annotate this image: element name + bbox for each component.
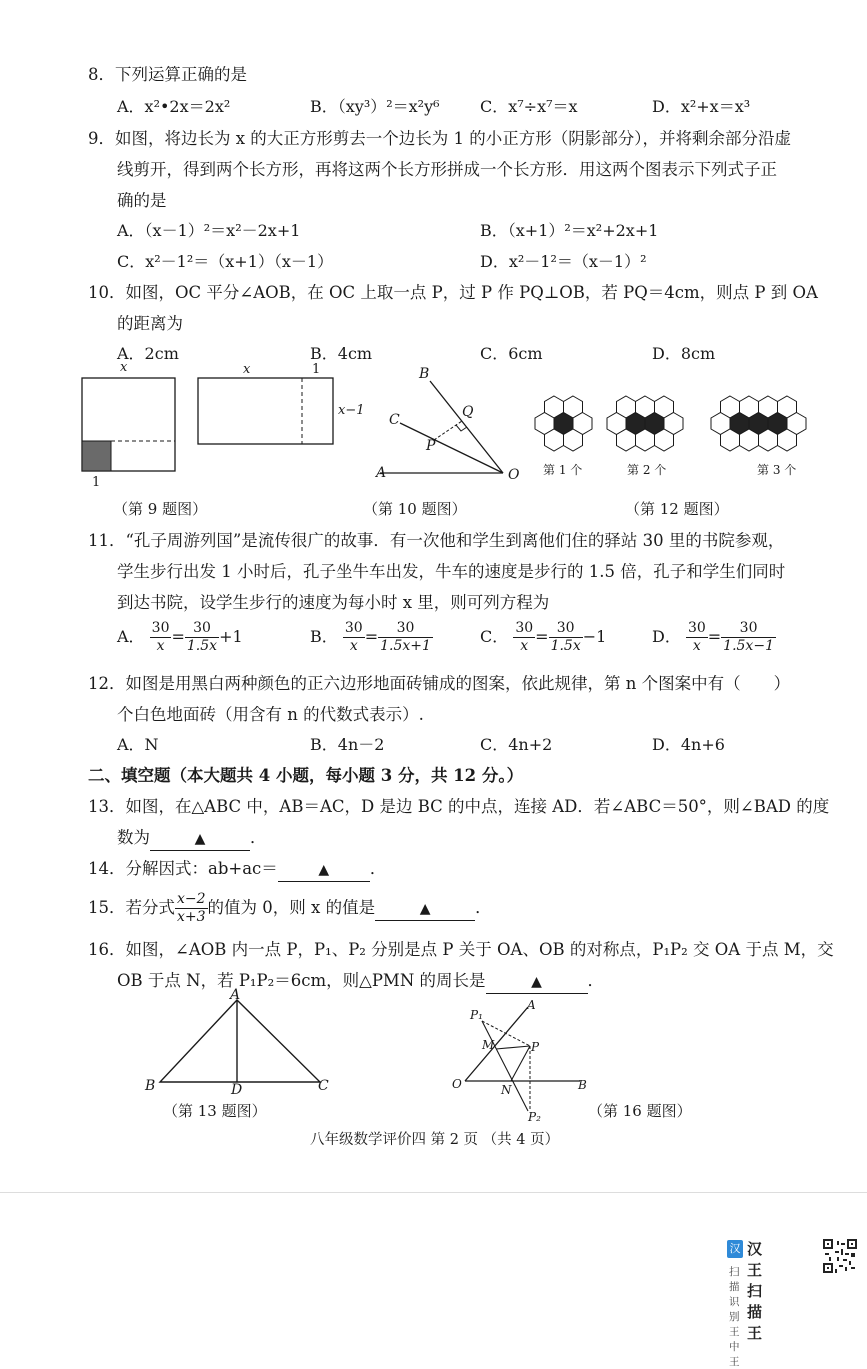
q9-option-b: B．（x+1）²＝x²+2x+1 — [480, 221, 659, 240]
q16-line1: 16．如图，∠AOB 内一点 P，P₁、P₂ 分别是点 P 关于 OA、OB 的对称点，P₁P₂ 交 OA 于点 M，交 — [88, 940, 834, 959]
q10-option-d: D．8cm — [652, 344, 716, 363]
q8-option-b: B．（xy³）²＝x²y⁶ — [310, 97, 440, 116]
q15-answer-blank[interactable]: ▲ — [375, 898, 475, 921]
hex-pattern-3 — [711, 396, 806, 451]
fig12-label-1: 第 1 个 — [543, 463, 583, 477]
fig16-label-o: O — [452, 1077, 462, 1091]
page-footer: 八年级数学评价四 第 2 页 （共 4 页） — [310, 1132, 560, 1148]
q9-option-c: C．x²－1²＝（x+1）（x－1） — [117, 252, 334, 271]
section-2-heading: 二、填空题（本大题共 4 小题，每小题 3 分，共 12 分。） — [88, 766, 524, 785]
q11-option-a: A． $\frac{30}{x}$ = $\frac{30}{1.5x}$ +1 — [117, 620, 243, 654]
q10-option-c: C．6cm — [480, 344, 543, 363]
q12-option-d: D．4n+6 — [652, 735, 725, 754]
figure-12 — [530, 390, 850, 460]
q13-line2: 数为 ▲ ． — [117, 827, 267, 851]
q11-line2: 学生步行出发 1 小时后，孔子坐牛车出发，牛车的速度是步行的 1.5 倍，孔子和学生们同时 — [117, 562, 786, 581]
fig10-label-c: C — [389, 412, 400, 428]
fig16-caption: （第 16 题图） — [588, 1102, 692, 1120]
fig10-label-p: P — [426, 438, 436, 454]
fig9-caption: （第 9 题图） — [113, 500, 208, 518]
divider — [0, 1192, 867, 1193]
q12-option-c: C．4n+2 — [480, 735, 553, 754]
q11-line3: 到达书院，设学生步行的速度为每小时 x 里，则可列方程为 — [117, 593, 550, 612]
q10-line1: 10．如图，OC 平分∠AOB，在 OC 上取一点 P，过 P 作 PQ⊥OB，若 PQ＝4cm，则点 P 到 OA — [88, 283, 818, 302]
fig13-label-d: D — [231, 1082, 243, 1098]
fig10-label-q: Q — [462, 404, 474, 420]
scanner-logo-name: 汉王扫描王 — [747, 1240, 763, 1342]
q13-answer-blank[interactable]: ▲ — [150, 828, 250, 851]
fig10-caption: （第 10 题图） — [363, 500, 467, 518]
fig16-label-p1: P₁ — [470, 1008, 483, 1022]
fig16-label-b: B — [578, 1078, 587, 1092]
fig12-caption: （第 12 题图） — [625, 500, 729, 518]
q9-option-a: A．（x－1）²＝x²－2x+1 — [117, 221, 301, 240]
fig16-label-p: P — [531, 1040, 540, 1054]
fig9-left-one-label: 1 — [92, 475, 101, 490]
fig9-left-x-label: x — [120, 360, 128, 375]
q11-line1: 11．“孔子周游列国”是流传很广的故事．有一次他和学生到离他们住的驿站 30 里的书院参观， — [88, 531, 785, 550]
q8-stem: 8．下列运算正确的是 — [88, 65, 247, 84]
fig12-label-3: 第 3 个 — [757, 463, 797, 477]
fig16-label-p2: P₂ — [528, 1110, 541, 1124]
fig13-label-c: C — [318, 1078, 329, 1094]
q12-line1: 12．如图是用黑白两种颜色的正六边形地面砖铺成的图案，依此规律，第 n 个图案中有（ ） — [88, 674, 791, 693]
q12-option-b: B．4n－2 — [310, 735, 385, 754]
hex-pattern-1 — [535, 396, 592, 451]
q11-option-b: B． $\frac{30}{x}$ = $\frac{30}{1.5x+1}$ — [310, 620, 431, 654]
fig10-label-b: B — [419, 366, 430, 382]
fig13-label-b: B — [145, 1078, 156, 1094]
q11-option-d: D． $\frac{30}{x}$ = $\frac{30}{1.5x-1}$ — [652, 620, 774, 654]
q8-option-c: C．x⁷÷x⁷＝x — [480, 97, 578, 116]
fig12-label-2: 第 2 个 — [627, 463, 667, 477]
fig9-right-x-label: x — [243, 362, 251, 377]
q10-option-b: B．4cm — [310, 344, 373, 363]
q9-line1: 9．如图，将边长为 x 的大正方形剪去一个边长为 1 的小正方形（阴影部分），并将剩余部分沿虚 — [88, 129, 792, 148]
q14: 14．分解因式：ab+ac＝ ▲ ． — [88, 858, 386, 882]
q15: 15．若分式 $\frac{x-2}{x+3}$ 的值为 0，则 x 的值是 ▲ ． — [88, 891, 492, 925]
fig16-label-m: M — [482, 1038, 495, 1052]
q16-answer-blank[interactable]: ▲ — [486, 971, 588, 994]
q11-option-c: C． $\frac{30}{x}$ = $\frac{30}{1.5x}$ −1 — [480, 620, 607, 654]
q9-line2: 线剪开，得到两个长方形，再将这两个长方形拼成一个长方形．用这两个图表示下列式子正 — [117, 160, 777, 179]
fig10-label-o: O — [508, 467, 520, 483]
hex-pattern-2 — [607, 396, 683, 451]
q8-option-a: A．x²•2x＝2x² — [117, 97, 231, 116]
scanner-logo-icon: 汉 — [727, 1240, 743, 1258]
fig16-label-n: N — [501, 1083, 512, 1097]
fig16-label-a: A — [527, 998, 536, 1012]
fig13-caption: （第 13 题图） — [163, 1102, 267, 1120]
q16-line2: OB 于点 N，若 P₁P₂＝6cm，则△PMN 的周长是 ▲ ． — [117, 970, 604, 994]
q10-option-a: A．2cm — [117, 344, 179, 363]
scanner-logo-subtitle: 扫描识别王中王 — [729, 1266, 742, 1368]
figure-13 — [140, 990, 350, 1090]
fig9-right-xm1-label: x−1 — [338, 403, 365, 418]
fig10-label-a: A — [376, 465, 387, 481]
q8-option-d: D．x²+x＝x³ — [652, 97, 751, 116]
q9-line3: 确的是 — [117, 191, 167, 210]
figure-9 — [70, 360, 350, 490]
q13-line1: 13．如图，在△ABC 中，AB＝AC，D 是边 BC 的中点，连接 AD．若∠ABC＝50°，则∠BAD 的度 — [88, 797, 830, 816]
q9-option-d: D．x²－1²＝（x－1）² — [480, 252, 647, 271]
q10-line2: 的距离为 — [117, 314, 183, 333]
q14-answer-blank[interactable]: ▲ — [278, 859, 370, 882]
fig13-label-a: A — [230, 987, 241, 1003]
qr-code-icon — [823, 1239, 857, 1273]
q12-line2: 个白色地面砖（用含有 n 的代数式表示）. — [117, 705, 424, 724]
q12-option-a: A．N — [117, 735, 159, 754]
fig9-right-one-label: 1 — [312, 362, 321, 377]
